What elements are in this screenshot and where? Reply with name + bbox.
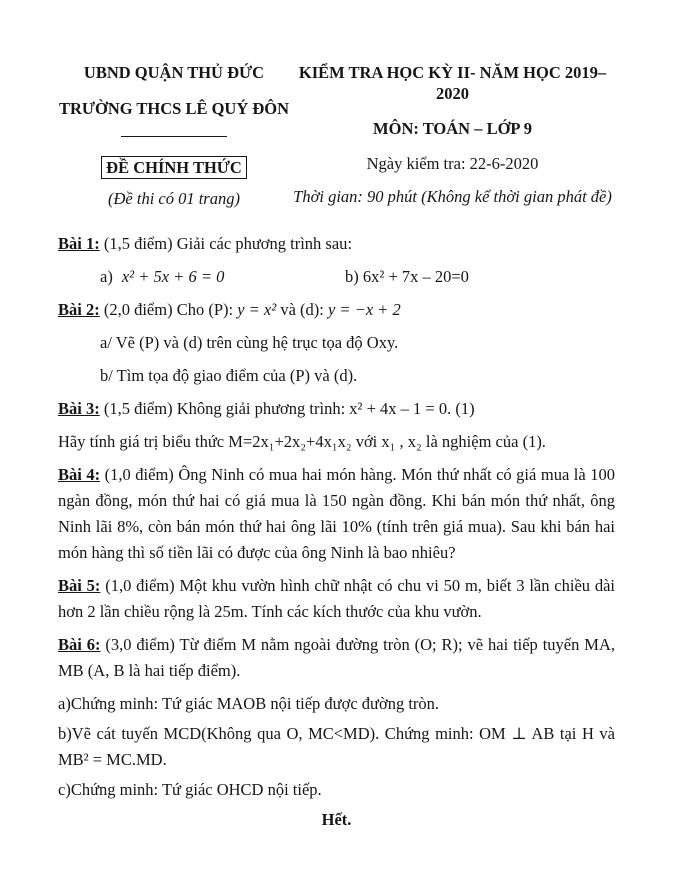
problem-2-line-equation: y = −x + 2 — [327, 300, 401, 319]
problem-2-label: Bài 2: — [58, 300, 100, 319]
problem-1-part-a-prefix: a) — [100, 267, 113, 286]
document-header — [58, 62, 615, 209]
problem-4-statement — [58, 462, 615, 566]
school-name: TRƯỜNG THCS LÊ QUÝ ĐÔN — [58, 99, 290, 118]
problem-2-part-a: a/ Vẽ (P) và (d) trên cùng hệ trục tọa độ Oxy. — [100, 333, 399, 352]
problem-1-parts — [58, 264, 615, 290]
exam-duration: Thời gian: 90 phút (Không kể thời gian phát đề) — [293, 187, 612, 206]
exam-body — [58, 231, 615, 833]
exam-date: Ngày kiểm tra: 22-6-2020 — [366, 154, 539, 173]
problem-5-label: Bài 5: — [58, 576, 101, 595]
problem-1-statement — [58, 231, 615, 257]
problem-2-parabola-equation: y = x² — [237, 300, 277, 319]
problem-2-statement — [58, 297, 615, 323]
problem-6-part-b: b)Vẽ cát tuyến MCD(Không qua O, MC<MD). Chứng minh: OM ⊥ AB tại H và MB² = MC.MD. — [58, 724, 615, 769]
problem-2-mid-text: và (d): — [276, 300, 328, 319]
problem-5-text: (1,0 điểm) Một khu vườn hình chữ nhật có chu vi 50 m, biết 3 lần chiều dài hơn 2 lần chiều rộng là 25m. Tính các kích thước của khu vườn. — [58, 576, 615, 621]
problem-5-statement — [58, 573, 615, 625]
problem-3-statement — [58, 396, 615, 422]
problem-1-equation-a: x² + 5x + 6 = 0 — [121, 267, 225, 286]
problem-3-label: Bài 3: — [58, 399, 100, 418]
problem-2-part-b: b/ Tìm tọa độ giao điểm của (P) và (d). — [100, 366, 358, 385]
issuing-authority: UBND QUẬN THỦ ĐỨC — [83, 63, 265, 82]
exam-subject: MÔN: TOÁN – LỚP 9 — [373, 119, 532, 138]
header-left-column — [58, 62, 290, 209]
problem-1-part-b: b) 6x² + 7x – 20=0 — [345, 267, 469, 286]
exam-title: KIỂM TRA HỌC KỲ II- NĂM HỌC 2019–2020 — [298, 63, 607, 103]
problem-1-text: (1,5 điểm) Giải các phương trình sau: — [99, 234, 352, 253]
problem-3-text: (1,5 điểm) Không giải phương trình: x² + 4x – 1 = 0. (1) — [99, 399, 475, 418]
problem-2-text: (2,0 điểm) Cho (P): — [99, 300, 238, 319]
problem-1-label: Bài 1: — [58, 234, 100, 253]
official-exam-badge: ĐỀ CHÍNH THỨC — [101, 156, 247, 179]
problem-1-part-a — [100, 264, 345, 290]
problem-6-text: (3,0 điểm) Từ điểm M nằm ngoài đường tròn (O; R); vẽ hai tiếp tuyến MA, MB (A, B là hai tiếp điểm). — [58, 635, 615, 680]
problem-6-part-c: c)Chứng minh: Tứ giác OHCD nội tiếp. — [58, 780, 322, 799]
problem-4-label: Bài 4: — [58, 465, 101, 484]
pages-note: (Đề thi có 01 trang) — [108, 189, 240, 208]
problem-6-part-a: a)Chứng minh: Tứ giác MAOB nội tiếp được đường tròn. — [58, 694, 440, 713]
header-right-column — [290, 62, 615, 209]
end-of-exam-marker: Hết. — [321, 810, 352, 829]
problem-4-text: (1,0 điểm) Ông Ninh có mua hai món hàng. Món thứ nhất có giá mua là 100 ngàn đồng, món thứ hai có giá mua là 150 ngàn đồng. Khi bán món thứ nhất, ông Ninh lãi 8%, còn bán món thứ hai ông lãi 10% (tính trên giá mua). Sau khi bán hai món hàng thì số tiền lãi có được của ông Ninh là bao nhiêu? — [58, 465, 615, 562]
problem-6-statement — [58, 632, 615, 684]
problem-3-continuation: Hãy tính giá trị biểu thức M=2x₁+2x₂+4x₁x₂ với x₁ , x₂ là nghiệm của (1). — [58, 432, 546, 451]
problem-6-label: Bài 6: — [58, 635, 101, 654]
